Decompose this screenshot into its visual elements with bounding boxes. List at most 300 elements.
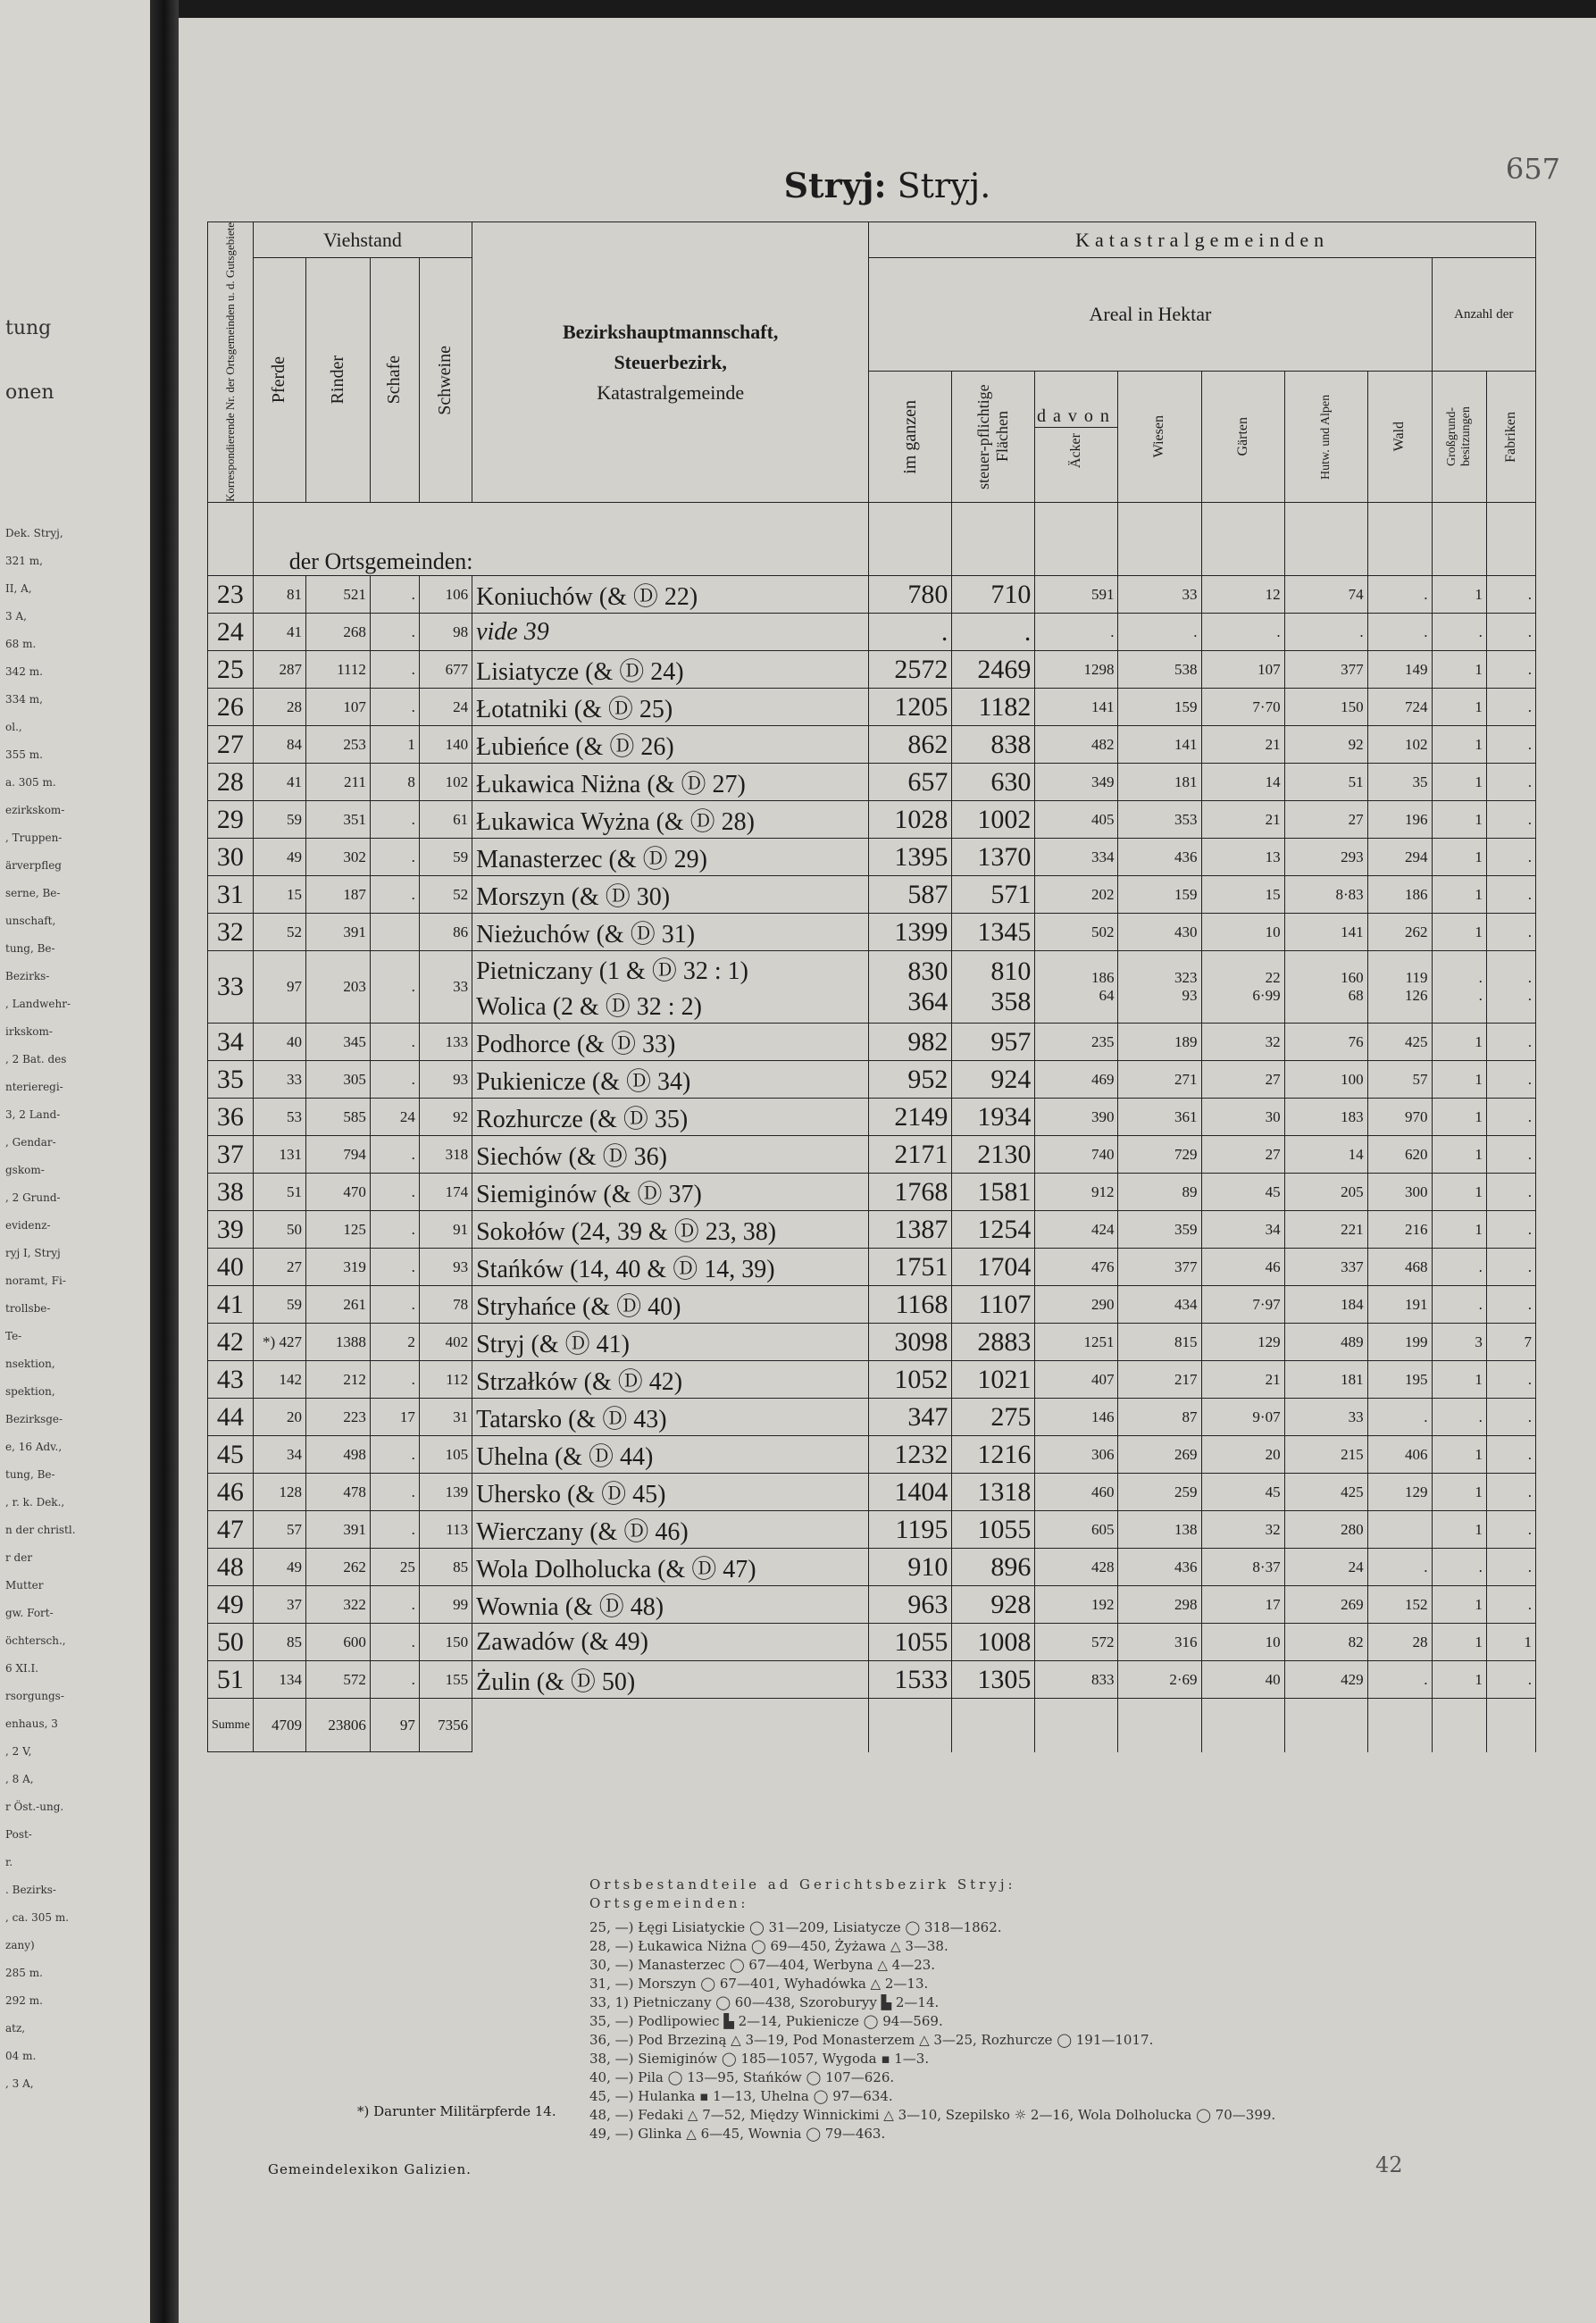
cell-steuer: 896 (952, 1549, 1035, 1586)
cell-ganz: 1768 (869, 1174, 952, 1211)
cell-wiesen: 815 (1118, 1324, 1201, 1361)
cell-gross: 1 (1432, 651, 1486, 689)
cell-nr: 41 (208, 1286, 254, 1324)
cell-ganz: 1395 (869, 839, 952, 876)
cell-schweine: 93 (419, 1249, 472, 1286)
cell-hutw: 221 (1284, 1211, 1367, 1249)
cell-pferde: 49 (253, 1549, 305, 1586)
cell-schweine: 677 (419, 651, 472, 689)
cell-fabr: . (1486, 1286, 1535, 1324)
cell-nr: 29 (208, 801, 254, 839)
cell-fabr: . (1486, 689, 1535, 726)
cell-gaerten: . (1201, 614, 1284, 651)
cell-nr: 30 (208, 839, 254, 876)
left-page-fragment: 334 m, (5, 693, 43, 706)
footer-left: Gemeindelexikon Galizien. (268, 2161, 472, 2177)
cell-rinder: 212 (305, 1361, 370, 1399)
cell-nr: 47 (208, 1511, 254, 1549)
cell-pferde: 287 (253, 651, 305, 689)
cell-fabr: . (1486, 1249, 1535, 1286)
left-page-edge (0, 0, 161, 2323)
left-page-fragment: 3, 2 Land- (5, 1108, 61, 1121)
left-page-fragment: nterieregi- (5, 1081, 63, 1093)
cell-schweine: 98 (419, 614, 472, 651)
cell-wiesen: 436 (1118, 839, 1201, 876)
left-page-fragment: Bezirksge- (5, 1413, 63, 1425)
cell-wiesen: 298 (1118, 1586, 1201, 1624)
cell-wiesen: 217 (1118, 1361, 1201, 1399)
cell-rinder: 794 (305, 1136, 370, 1174)
cell-pferde: 142 (253, 1361, 305, 1399)
note-line: 49, —) Glinka △ 6—45, Wownia ◯ 79—463. (589, 2126, 886, 2142)
sum-label: Summe (208, 1699, 254, 1752)
cell-pferde: 33 (253, 1061, 305, 1099)
section-label: der Ortsgemeinden: (253, 503, 869, 576)
cell-schafe: . (370, 1661, 419, 1699)
notes-subtitle: Ortsgemeinden: (589, 1895, 749, 1911)
cell-acker: 141 (1035, 689, 1118, 726)
left-page-fragment: trollsbe- (5, 1302, 51, 1315)
cell-schafe: . (370, 1061, 419, 1099)
sum-pferde: 4709 (253, 1699, 305, 1752)
cell-steuer: 1002 (952, 801, 1035, 839)
table-row (208, 1661, 1536, 1699)
cell-name: Siechów (& Ⓓ 36) (472, 1136, 869, 1174)
cell-rinder: 319 (305, 1249, 370, 1286)
cell-nr: 43 (208, 1361, 254, 1399)
cell-wiesen: 141 (1118, 726, 1201, 764)
cell-fabr: . (1486, 1361, 1535, 1399)
left-page-fragment: Bezirks- (5, 970, 50, 982)
left-page-fragment: 342 m. (5, 665, 43, 678)
cell-acker: 407 (1035, 1361, 1118, 1399)
cell-gross: . . (1432, 951, 1486, 1024)
cell-fabr: 7 (1486, 1324, 1535, 1361)
table-row (208, 651, 1536, 689)
cell-schweine: 113 (419, 1511, 472, 1549)
notes-lines (589, 1918, 1275, 2143)
cell-rinder: 478 (305, 1474, 370, 1511)
cell-fabr: . (1486, 839, 1535, 876)
cell-acker: 572 (1035, 1624, 1118, 1661)
cell-pferde: 49 (253, 839, 305, 876)
table-row (208, 1399, 1536, 1436)
cell-schafe: 24 (370, 1099, 419, 1136)
cell-name: Wierczany (& Ⓓ 46) (472, 1511, 869, 1549)
cell-pferde: 59 (253, 801, 305, 839)
left-page-fragment: 3 A, (5, 610, 27, 623)
fabriken-header: Fabriken (1486, 372, 1535, 503)
cell-gaerten: 129 (1201, 1324, 1284, 1361)
cell-acker: 482 (1035, 726, 1118, 764)
cell-ganz: 830 364 (869, 951, 952, 1024)
cell-wald: 129 (1367, 1474, 1432, 1511)
cell-nr: 23 (208, 576, 254, 614)
table-row (208, 1511, 1536, 1549)
left-page-fragment: zany) (5, 1939, 35, 1951)
cell-acker: . (1035, 614, 1118, 651)
cell-gaerten: 32 (1201, 1511, 1284, 1549)
cell-gross: . (1432, 1286, 1486, 1324)
cell-acker: 502 (1035, 914, 1118, 951)
cell-ganz: 587 (869, 876, 952, 914)
cell-name: Podhorce (& Ⓓ 33) (472, 1024, 869, 1061)
cell-fabr: . (1486, 1549, 1535, 1586)
cell-hutw: 100 (1284, 1061, 1367, 1099)
cell-rinder: 107 (305, 689, 370, 726)
table-row (208, 1174, 1536, 1211)
cell-pferde: 34 (253, 1436, 305, 1474)
cell-pferde: 20 (253, 1399, 305, 1436)
cell-schweine: 99 (419, 1586, 472, 1624)
cell-fabr: 1 (1486, 1624, 1535, 1661)
cell-acker: 740 (1035, 1136, 1118, 1174)
cell-name: Stryhańce (& Ⓓ 40) (472, 1286, 869, 1324)
left-page-fragment: Dek. Stryj, (5, 527, 63, 539)
cell-fabr: . (1486, 614, 1535, 651)
cell-gaerten: 34 (1201, 1211, 1284, 1249)
cell-steuer: 1021 (952, 1361, 1035, 1399)
note-line: 48, —) Fedaki △ 7—52, Między Winnickimi △ 3—10, Szepilsko ☼ 2—16, Wola Dolholucka ◯ 70—399. (589, 2107, 1276, 2123)
cell-name: Nieżuchów (& Ⓓ 31) (472, 914, 869, 951)
left-page-fragment: atz, (5, 2022, 26, 2035)
cell-schafe: . (370, 651, 419, 689)
cell-gross: 1 (1432, 1061, 1486, 1099)
cell-schweine: 24 (419, 689, 472, 726)
cell-gross: 1 (1432, 689, 1486, 726)
cell-fabr: . (1486, 1099, 1535, 1136)
cell-pferde: 97 (253, 951, 305, 1024)
cell-nr: 40 (208, 1249, 254, 1286)
cell-hutw: . (1284, 614, 1367, 651)
cell-nr: 31 (208, 876, 254, 914)
cell-name: Tatarsko (& Ⓓ 43) (472, 1399, 869, 1436)
cell-wald: . (1367, 1549, 1432, 1586)
cell-schafe: . (370, 1624, 419, 1661)
left-page-fragment: , Truppen- (5, 831, 63, 844)
cell-schweine: 112 (419, 1361, 472, 1399)
cell-wald: 724 (1367, 689, 1432, 726)
cell-fabr: . (1486, 651, 1535, 689)
cell-ganz: 1195 (869, 1511, 952, 1549)
cell-ganz: 1387 (869, 1211, 952, 1249)
cell-schafe: . (370, 1511, 419, 1549)
left-page-fragment: Te- (5, 1330, 22, 1342)
cell-steuer: 1370 (952, 839, 1035, 876)
cell-gaerten: 20 (1201, 1436, 1284, 1474)
cell-name: Stryj (& Ⓓ 41) (472, 1324, 869, 1361)
left-page-fragment: tung, Be- (5, 942, 55, 955)
cell-gross: 1 (1432, 1661, 1486, 1699)
left-page-fragment: r der (5, 1551, 33, 1564)
cell-nr: 24 (208, 614, 254, 651)
cell-name: Strzałków (& Ⓓ 42) (472, 1361, 869, 1399)
cell-name: Zawadów (& 49) (472, 1624, 869, 1661)
cell-wald: . (1367, 1399, 1432, 1436)
cell-ganz: 910 (869, 1549, 952, 1586)
left-page-fragment: 292 m. (5, 1994, 43, 2007)
cell-wiesen: 359 (1118, 1211, 1201, 1249)
cell-name: Wola Dolholucka (& Ⓓ 47) (472, 1549, 869, 1586)
left-page-fragment: ezirkskom- (5, 804, 65, 816)
cell-gross: 1 (1432, 1361, 1486, 1399)
cell-gaerten: 8·37 (1201, 1549, 1284, 1586)
cell-wiesen: 353 (1118, 801, 1201, 839)
cell-acker: 390 (1035, 1099, 1118, 1136)
cell-gaerten: 10 (1201, 914, 1284, 951)
cell-acker: 405 (1035, 801, 1118, 839)
cell-name: Żulin (& Ⓓ 50) (472, 1661, 869, 1699)
cell-steuer: 1305 (952, 1661, 1035, 1699)
cell-gross: 1 (1432, 914, 1486, 951)
table-row (208, 726, 1536, 764)
cell-steuer: 630 (952, 764, 1035, 801)
cell-nr: 36 (208, 1099, 254, 1136)
left-page-fragment: , 8 A, (5, 1773, 34, 1785)
cell-gross: . (1432, 1399, 1486, 1436)
cell-pferde: 52 (253, 914, 305, 951)
cell-fabr: . (1486, 1211, 1535, 1249)
cell-pferde: 53 (253, 1099, 305, 1136)
cell-wiesen: 729 (1118, 1136, 1201, 1174)
cell-schafe: . (370, 801, 419, 839)
cell-schweine: 85 (419, 1549, 472, 1586)
cell-hutw: 24 (1284, 1549, 1367, 1586)
cell-name: Sokołów (24, 39 & Ⓓ 23, 38) (472, 1211, 869, 1249)
cell-gaerten: 13 (1201, 839, 1284, 876)
table-row (208, 1436, 1536, 1474)
cell-gaerten: 21 (1201, 726, 1284, 764)
section-row (208, 503, 1536, 576)
cell-steuer: . (952, 614, 1035, 651)
cell-steuer: 571 (952, 876, 1035, 914)
im-ganzen-header: im ganzen (869, 372, 952, 503)
cell-rinder: 351 (305, 801, 370, 839)
cell-pferde: 51 (253, 1174, 305, 1211)
cell-wald: 216 (1367, 1211, 1432, 1249)
cell-acker: 186 64 (1035, 951, 1118, 1024)
cell-name: Łukawica Niżna (& Ⓓ 27) (472, 764, 869, 801)
katastral-header: Katastralgemeinden (869, 222, 1536, 258)
cell-schweine: 91 (419, 1211, 472, 1249)
cell-hutw: 74 (1284, 576, 1367, 614)
cell-hutw: 377 (1284, 651, 1367, 689)
cell-schweine: 402 (419, 1324, 472, 1361)
cell-ganz: 1052 (869, 1361, 952, 1399)
cell-wald: 35 (1367, 764, 1432, 801)
cell-ganz: 2149 (869, 1099, 952, 1136)
cell-rinder: 1112 (305, 651, 370, 689)
cell-ganz: 780 (869, 576, 952, 614)
cell-nr: 33 (208, 951, 254, 1024)
cell-gaerten: 7·70 (1201, 689, 1284, 726)
note-line: 33, 1) Pietniczany ◯ 60—438, Szoroburyy ▙ 2—14. (589, 1994, 940, 2010)
cell-schafe: 25 (370, 1549, 419, 1586)
schafe-header: Schafe (370, 258, 419, 503)
cell-acker: 290 (1035, 1286, 1118, 1324)
cell-nr: 39 (208, 1211, 254, 1249)
davon-header: davon (1036, 405, 1116, 426)
notes-title: Ortsbestandteile ad Gerichtsbezirk Stryj: (589, 1876, 1016, 1893)
cell-name: Wownia (& Ⓓ 48) (472, 1586, 869, 1624)
cell-rinder: 521 (305, 576, 370, 614)
cell-fabr: . (1486, 576, 1535, 614)
cell-wiesen: 138 (1118, 1511, 1201, 1549)
cell-ganz: 2572 (869, 651, 952, 689)
cell-fabr: . (1486, 1061, 1535, 1099)
cell-name: Pukienicze (& Ⓓ 34) (472, 1061, 869, 1099)
left-page-fragment: evidenz- (5, 1219, 51, 1232)
cell-hutw: 269 (1284, 1586, 1367, 1624)
wiesen-header: Wiesen (1118, 372, 1201, 503)
cell-acker: 146 (1035, 1399, 1118, 1436)
cell-fabr: . (1486, 1399, 1535, 1436)
cell-nr: 48 (208, 1549, 254, 1586)
cell-fabr: . (1486, 876, 1535, 914)
cell-schweine: 92 (419, 1099, 472, 1136)
left-page-fragment: 68 m. (5, 638, 37, 650)
cell-name: Morszyn (& Ⓓ 30) (472, 876, 869, 914)
sum-schafe: 97 (370, 1699, 419, 1752)
cell-gaerten: 10 (1201, 1624, 1284, 1661)
cell-name: Koniuchów (& Ⓓ 22) (472, 576, 869, 614)
cell-hutw: 205 (1284, 1174, 1367, 1211)
cell-rinder: 470 (305, 1174, 370, 1211)
cell-wiesen: 323 93 (1118, 951, 1201, 1024)
cell-rinder: 572 (305, 1661, 370, 1699)
grossgrund-header: Großgrund-besitzungen (1432, 372, 1486, 503)
cell-nr: 37 (208, 1136, 254, 1174)
cell-acker: 1251 (1035, 1324, 1118, 1361)
cell-wiesen: 2·69 (1118, 1661, 1201, 1699)
cell-gross: 1 (1432, 1211, 1486, 1249)
cell-ganz: 2171 (869, 1136, 952, 1174)
cell-hutw: 14 (1284, 1136, 1367, 1174)
wald-header: Wald (1367, 372, 1432, 503)
cell-schweine: 78 (419, 1286, 472, 1324)
cell-hutw: 27 (1284, 801, 1367, 839)
cell-hutw: 293 (1284, 839, 1367, 876)
cell-ganz: 1404 (869, 1474, 952, 1511)
table-row (208, 1586, 1536, 1624)
cell-fabr: . (1486, 1136, 1535, 1174)
cell-schafe: . (370, 951, 419, 1024)
cell-steuer: 1216 (952, 1436, 1035, 1474)
cell-steuer: 1182 (952, 689, 1035, 726)
cell-rinder: 391 (305, 914, 370, 951)
steuerpflichtige-header: steuer-pflichtige Flächen (952, 372, 1035, 503)
cell-ganz: 982 (869, 1024, 952, 1061)
cell-gross: . (1432, 614, 1486, 651)
cell-name: Pietniczany (1 & Ⓓ 32 : 1) Wolica (2 & Ⓓ 32 : 2) (472, 951, 869, 1024)
cell-acker: 349 (1035, 764, 1118, 801)
note-line: 36, —) Pod Brzeziną △ 3—19, Pod Monasterzem △ 3—25, Rozhurcze ◯ 191—1017. (589, 2032, 1154, 2048)
table-row (208, 1211, 1536, 1249)
cell-hutw: 92 (1284, 726, 1367, 764)
left-page-fragment: ol., (5, 721, 22, 733)
cell-fabr: . (1486, 1174, 1535, 1211)
table-row (208, 1549, 1536, 1586)
bezirk-header: Bezirkshauptmannschaft, Steuerbezirk, Katastralgemeinde (472, 222, 869, 503)
cell-hutw: 82 (1284, 1624, 1367, 1661)
cell-rinder: 262 (305, 1549, 370, 1586)
cell-wald: 294 (1367, 839, 1432, 876)
acker-header: davon Äcker (1035, 372, 1118, 503)
cell-ganz: 1533 (869, 1661, 952, 1699)
cell-gross: . (1432, 1249, 1486, 1286)
cell-steuer: 1704 (952, 1249, 1035, 1286)
cell-gaerten: 21 (1201, 1361, 1284, 1399)
cell-gross: 1 (1432, 764, 1486, 801)
cell-rinder: 253 (305, 726, 370, 764)
cell-nr: 50 (208, 1624, 254, 1661)
cell-pferde: 81 (253, 576, 305, 614)
cell-schafe: . (370, 876, 419, 914)
cell-ganz: 657 (869, 764, 952, 801)
cell-schafe: 2 (370, 1324, 419, 1361)
cell-pferde: 134 (253, 1661, 305, 1699)
cell-pferde: *) 427 (253, 1324, 305, 1361)
cell-wald: 620 (1367, 1136, 1432, 1174)
cell-steuer: 1318 (952, 1474, 1035, 1511)
left-page-fragment: Post- (5, 1828, 32, 1841)
left-page-fragment: ryj I, Stryj (5, 1247, 61, 1259)
note-line: 40, —) Pila ◯ 13—95, Stańków ◯ 107—626. (589, 2069, 895, 2085)
sum-schweine: 7356 (419, 1699, 472, 1752)
cell-nr: 42 (208, 1324, 254, 1361)
cell-gross: 1 (1432, 876, 1486, 914)
cell-wiesen: 269 (1118, 1436, 1201, 1474)
cell-gross: 1 (1432, 1586, 1486, 1624)
left-page-fragment: 6 XI.I. (5, 1662, 39, 1675)
cell-ganz: 1028 (869, 801, 952, 839)
cell-wald: 199 (1367, 1324, 1432, 1361)
cell-name: Siemiginów (& Ⓓ 37) (472, 1174, 869, 1211)
cell-fabr: . (1486, 1661, 1535, 1699)
cell-hutw: 215 (1284, 1436, 1367, 1474)
cell-fabr: . (1486, 1511, 1535, 1549)
cell-wald: . (1367, 614, 1432, 651)
cell-nr: 34 (208, 1024, 254, 1061)
cell-steuer: 2469 (952, 651, 1035, 689)
cell-ganz: 347 (869, 1399, 952, 1436)
cell-acker: 424 (1035, 1211, 1118, 1249)
cell-schafe (370, 914, 419, 951)
cell-gross: . (1432, 1549, 1486, 1586)
table-row (208, 801, 1536, 839)
footnote: *) Darunter Militärpferde 14. (357, 2103, 556, 2119)
cell-wiesen: 181 (1118, 764, 1201, 801)
cell-gaerten: 7·97 (1201, 1286, 1284, 1324)
cell-wiesen: 430 (1118, 914, 1201, 951)
cell-pferde: 128 (253, 1474, 305, 1511)
cell-steuer: 957 (952, 1024, 1035, 1061)
cell-wiesen: 87 (1118, 1399, 1201, 1436)
cell-rinder: 391 (305, 1511, 370, 1549)
cell-rinder: 203 (305, 951, 370, 1024)
cell-steuer: 1345 (952, 914, 1035, 951)
cell-pferde: 85 (253, 1624, 305, 1661)
left-page-fragment: , Gendar- (5, 1136, 56, 1149)
cell-schafe: . (370, 614, 419, 651)
table-row (208, 1286, 1536, 1324)
cell-wald (1367, 1511, 1432, 1549)
cell-fabr: . (1486, 1024, 1535, 1061)
running-title: Stryj: Stryj. (783, 165, 991, 205)
cell-nr: 46 (208, 1474, 254, 1511)
cell-rinder: 261 (305, 1286, 370, 1324)
schweine-header: Schweine (419, 258, 472, 503)
